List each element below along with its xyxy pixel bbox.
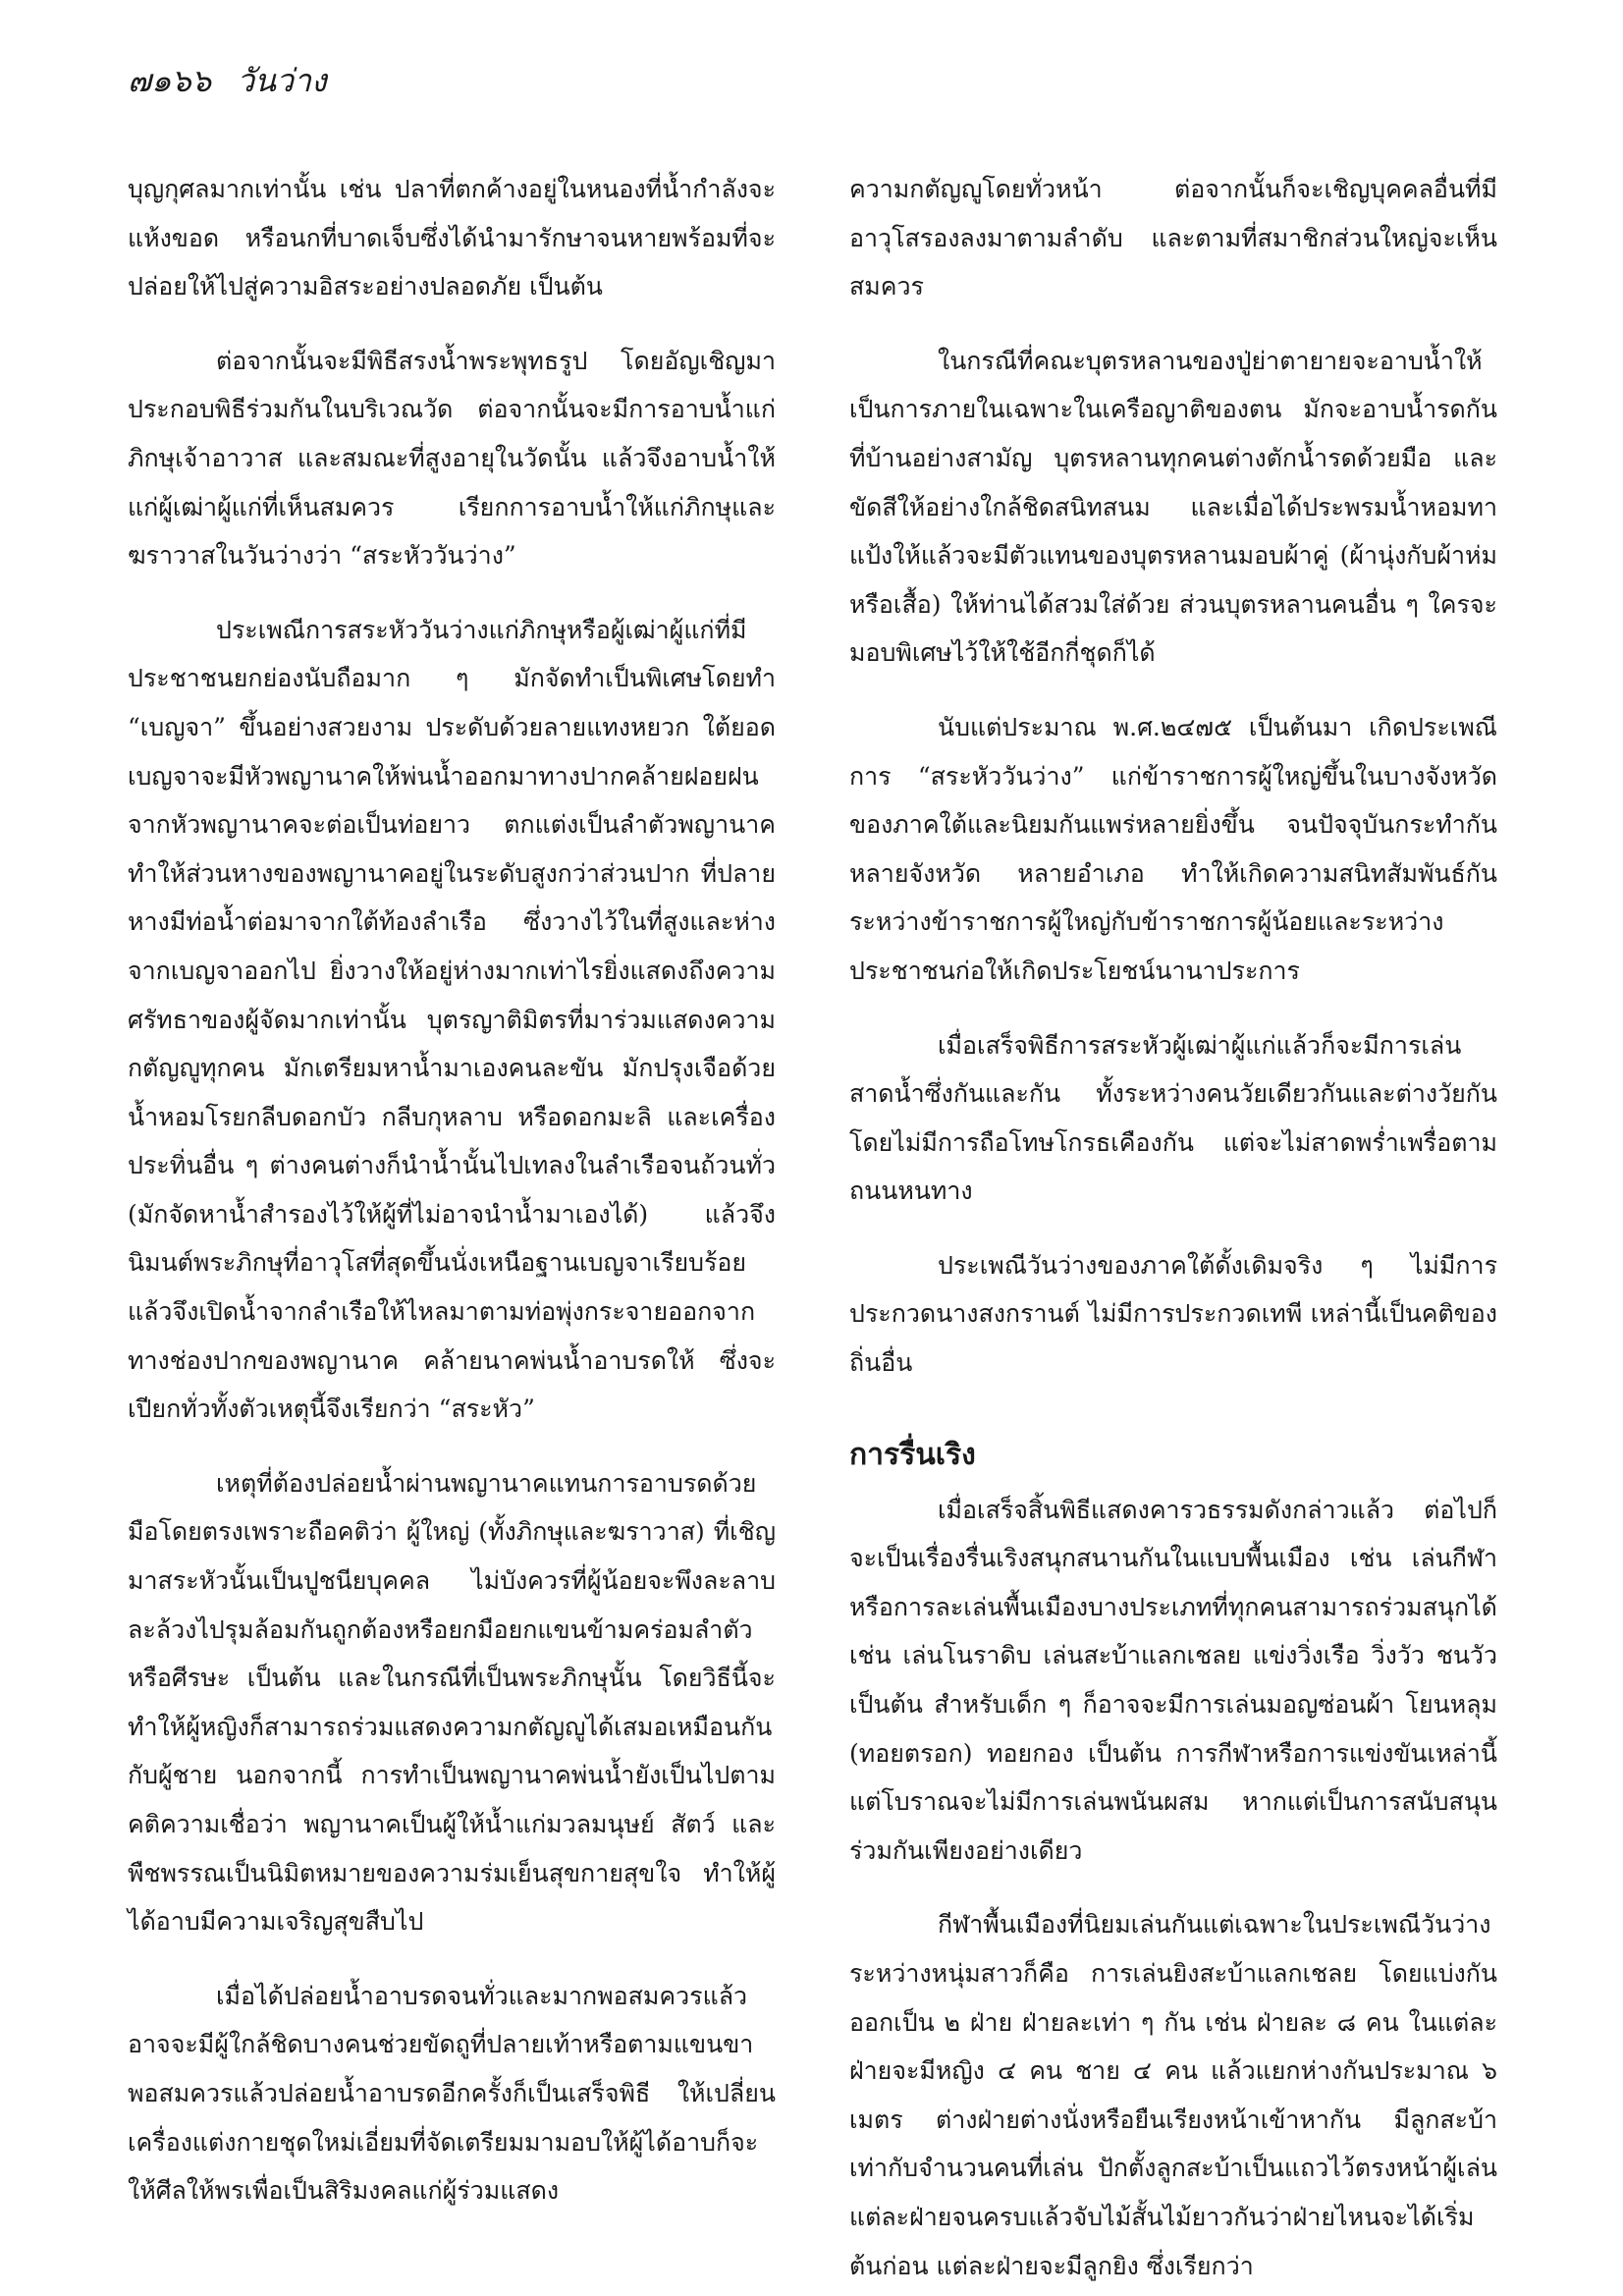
paragraph-water-splashing: เมื่อเสร็จพิธีการสระหัวผู้เฒ่าผู้แก่แล้วก็จะมีการเล่นสาดน้ำซึ่งกันและกัน ทั้งระหว่างคนวัยเดียวกันและต่างวัยกัน โดยไม่มีการถือโทษโกรธเคืองกัน แต่จะไม่สาดพร่ำเพรื่อตามถนนหนทาง — [849, 1030, 1497, 1206]
paragraph-family-bathing: ในกรณีที่คณะบุตรหลานของปู่ย่าตายายจะอาบน้ำให้เป็นการภายในเฉพาะในเครือญาติของตน มักจะอาบน้ำรดกันที่บ้านอย่างสามัญ บุตรหลานทุกคนต่างตักน้ำรดด้วยมือ และขัดสีให้อย่างใกล้ชิดสนิทสนม และเมื่อได้ประพรมน้ำหอมทาแป้งให้แล้วจะมีตัวแทนของบุตรหลานมอบผ้าคู่ (ผ้านุ่งกับผ้าห่มหรือเสื้อ) ให้ท่านได้สวมใส่ด้วย ส่วนบุตรหลานคนอื่น ๆ ใครจะมอบพิเศษไว้ให้ใช้อีกกี่ชุดก็ได้ — [849, 346, 1497, 668]
paragraph-festivities: เมื่อเสร็จสิ้นพิธีแสดงคารวธรรมดังกล่าวแล้ว ต่อไปก็จะเป็นเรื่องรื่นเริงสนุกสนานกันในแบบพื้นเมือง เช่น เล่นกีฬาหรือการละเล่นพื้นเมืองบางประเภทที่ทุกคนสามารถร่วมสนุกได้ เช่น เล่นโนราดิบ เล่นสะบ้าแลกเชลย แข่งวิ่งเรือ วิ่งวัว ชนวัว เป็นต้น สำหรับเด็ก ๆ ก็อาจจะมีการเล่นมอญซ่อนผ้า โยนหลุม (ทอยตรอก) ทอยกอง เป็นต้น การกีฬาหรือการแข่งขันเหล่านี้แต่โบราณจะไม่มีการเล่นพนันผสม หากแต่เป็นการสนับสนุนร่วมกันเพียงอย่างเดียว — [849, 1495, 1497, 1865]
left-column — [128, 165, 776, 2215]
right-column — [849, 165, 1497, 2290]
paragraph-benja-ceremony: ประเพณีการสระหัววันว่างแก่ภิกษุหรือผู้เฒ่าผู้แก่ที่มีประชาชนยกย่องนับถือมาก ๆ มักจัดทำเป็นพิเศษโดยทำ “เบญจา” ขึ้นอย่างสวยงาม ประดับด้วยลายแทงหยวก ใต้ยอดเบญจาจะมีหัวพญานาคให้พ่นน้ำออกมาทางปากคล้ายฝอยฝน จากหัวพญานาคจะต่อเป็นท่อยาว ตกแต่งเป็นลำตัวพญานาค ทำให้ส่วนหางของพญานาคอยู่ในระดับสูงกว่าส่วนปาก ที่ปลายหางมีท่อน้ำต่อมาจากใต้ท้องลำเรือ ซึ่งวางไว้ในที่สูงและห่างจากเบญจาออกไป ยิ่งวางให้อยู่ห่างมากเท่าไรยิ่งแสดงถึงความศรัทธาของผู้จัดมากเท่านั้น บุตรญาติมิตรที่มาร่วมแสดงความกตัญญูทุกคน มักเตรียมหาน้ำมาเองคนละขัน มักปรุงเจือด้วยน้ำหอมโรยกลีบดอกบัว กลีบกุหลาบ หรือดอกมะลิ และเครื่องประทิ่นอื่น ๆ ต่างคนต่างก็นำน้ำนั้นไปเทลงในลำเรือจนถ้วนทั่ว (มักจัดหาน้ำสำรองไว้ให้ผู้ที่ไม่อาจนำน้ำมาเองได้) แล้วจึงนิมนต์พระภิกษุที่อาวุโสที่สุดขึ้นนั่งเหนือฐานเบญจาเรียบร้อย แล้วจึงเปิดน้ำจากลำเรือให้ไหลมาตามท่อพุ่งกระจายออกจากทางช่องปากของพญานาค คล้ายนาคพ่นน้ำอาบรดให้ ซึ่งจะเปียกทั่วทั้งตัวเหตุนี้จึงเรียกว่า “สระหัว” — [128, 615, 776, 1424]
paragraph-saba-game: กีฬาพื้นเมืองที่นิยมเล่นกันแต่เฉพาะในประเพณีวันว่างระหว่างหนุ่มสาวก็คือ การเล่นยิงสะบ้าแลกเชลย โดยแบ่งกันออกเป็น ๒ ฝ่าย ฝ่ายละเท่า ๆ กัน เช่น ฝ่ายละ ๘ คน ในแต่ละฝ่ายจะมีหญิง ๔ คน ชาย ๔ คน แล้วแยกห่างกันประมาณ ๖ เมตร ต่างฝ่ายต่างนั่งหรือยืนเรียงหน้าเข้าหากัน มีลูกสะบ้าเท่ากับจำนวนคนที่เล่น ปักตั้งลูกสะบ้าเป็นแถวไว้ตรงหน้าผู้เล่นแต่ละฝ่ายจนครบแล้วจับไม้สั้นไม้ยาวกันว่าฝ่ายไหนจะได้เริ่มต้นก่อน แต่ละฝ่ายจะมีลูกยิง ซึ่งเรียกว่า — [849, 1910, 1497, 2280]
running-header — [128, 59, 327, 102]
page-number: ๗๑๖๖ — [128, 62, 211, 99]
section-heading: การรื่นเริง — [849, 1437, 976, 1472]
running-title: วันว่าง — [237, 62, 327, 99]
paragraph-continued: ความกตัญญูโดยทั่วหน้า ต่อจากนั้นก็จะเชิญบุคคลอื่นที่มีอาวุโสรองลงมาตามลำดับ และตามที่สมาชิกส่วนใหญ่จะเห็นสมควร — [849, 175, 1497, 301]
paragraph-official-tradition: นับแต่ประมาณ พ.ศ.๒๔๗๕ เป็นต้นมา เกิดประเพณีการ “สระหัววันว่าง” แก่ข้าราชการผู้ใหญ่ขึ้นในบางจังหวัดของภาคใต้และนิยมกันแพร่หลายยิ่งขึ้น จนปัจจุบันกระทำกันหลายจังหวัด หลายอำเภอ ทำให้เกิดความสนิทสัมพันธ์กันระหว่างข้าราชการผู้ใหญ่กับข้าราชการผู้น้อยและระหว่างประชาชนก่อให้เกิดประโยชน์นานาประการ — [849, 712, 1497, 985]
paragraph-naga-reason: เหตุที่ต้องปล่อยน้ำผ่านพญานาคแทนการอาบรดด้วยมือโดยตรงเพราะถือคติว่า ผู้ใหญ่ (ทั้งภิกษุและฆราวาส) ที่เชิญมาสระหัวนั้นเป็นปูชนียบุคคล ไม่บังควรที่ผู้น้อยจะพึงละลาบละล้วงไปรุมล้อมกันถูกต้องหรือยกมือยกแขนข้ามคร่อมลำตัวหรือศีรษะ เป็นต้น และในกรณีที่เป็นพระภิกษุนั้น โดยวิธีนี้จะทำให้ผู้หญิงก็สามารถร่วมแสดงความกตัญญูได้เสมอเหมือนกันกับผู้ชาย นอกจากนี้ การทำเป็นพญานาคพ่นน้ำยังเป็นไปตามคติความเชื่อว่า พญานาคเป็นผู้ให้น้ำแก่มวลมนุษย์ สัตว์ และพืชพรรณเป็นนิมิตหมายของความร่มเย็นสุขกายสุขใจ ทำให้ผู้ได้อาบมีความเจริญสุขสืบไป — [128, 1468, 776, 1937]
paragraph-continued: บุญกุศลมากเท่านั้น เช่น ปลาที่ตกค้างอยู่ในหนองที่น้ำกำลังจะแห้งขอด หรือนกที่บาดเจ็บซึ่งได้นำมารักษาจนหายพร้อมที่จะปล่อยให้ไปสู่ความอิสระอย่างปลอดภัย เป็นต้น — [128, 175, 776, 301]
paragraph-buddha-bathing: ต่อจากนั้นจะมีพิธีสรงน้ำพระพุทธรูป โดยอัญเชิญมาประกอบพิธีร่วมกันในบริเวณวัด ต่อจากนั้นจะมีการอาบน้ำแก่ภิกษุเจ้าอาวาส และสมณะที่สูงอายุในวัดนั้น แล้วจึงอาบน้ำให้แก่ผู้เฒ่าผู้แก่ที่เห็นสมควร เรียกการอาบน้ำให้แก่ภิกษุและฆราวาสในวันว่างว่า “สระหัววันว่าง” — [128, 346, 776, 571]
paragraph-no-pageants: ประเพณีวันว่างของภาคใต้ดั้งเดิมจริง ๆ ไม่มีการประกวดนางสงกรานต์ ไม่มีการประกวดเทพี เหล่านี้เป็นคติของถิ่นอื่น — [849, 1250, 1497, 1378]
paragraph-ceremony-end: เมื่อได้ปล่อยน้ำอาบรดจนทั่วและมากพอสมควรแล้ว อาจจะมีผู้ใกล้ชิดบางคนช่วยขัดถูที่ปลายเท้าหรือตามแขนขาพอสมควรแล้วปล่อยน้ำอาบรดอีกครั้งก็เป็นเสร็จพิธี ให้เปลี่ยนเครื่องแต่งกายชุดใหม่เอี่ยมที่จัดเตรียมมามอบให้ผู้ได้อาบก็จะให้ศีลให้พรเพื่อเป็นสิริมงคลแก่ผู้ร่วมแสดง — [128, 1981, 776, 2206]
